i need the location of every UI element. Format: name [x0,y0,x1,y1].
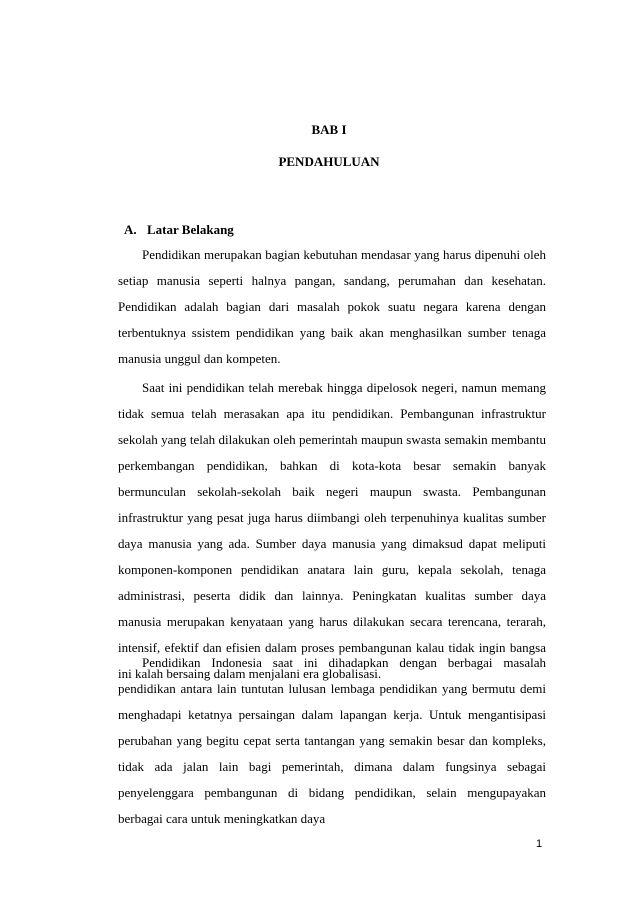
chapter-number: BAB I [311,122,347,137]
paragraph-3 [118,650,546,832]
section-title: Latar Belakang [147,222,234,237]
paragraph-text: Pendidikan merupakan bagian kebutuhan mendasar yang harus dipenuhi oleh setiap manusia seperti halnya pangan, sandang, perumahan dan kesehatan. Pendidikan adalah bagian dari masalah pokok suatu negara karena dengan terbentuknya ssistem pendidikan yang baik akan menghasilkan sumber tenaga manusia unggul dan kompeten. [118,247,546,366]
paragraph-1 [118,242,546,372]
paragraph-text: Saat ini pendidikan telah merebak hingga dipelosok negeri, namun memang tidak semua telah merasakan apa itu pendidikan. Pembangunan infrastruktur sekolah yang telah dilakukan oleh pemerintah maupun swasta semakin membantu perkembangan pendidikan, bahkan di kota-kota besar semakin banyak bermunculan sekolah-sekolah baik negeri maupun swasta. Pembangunan infrastruktur yang pesat juga harus diimbangi oleh terpenuhinya kualitas sumber daya manusia yang ada. Sumber daya manusia yang dimaksud dapat meliputi komponen-komponen pendidikan anatara lain guru, kepala sekolah, tenaga administrasi, peserta didik dan lainnya. Peningkatan kualitas sumber daya manusia merupakan kenyataan yang harus dilakukan secara terencana, terarah, intensif, efektif dan efisien dalam proses pembangunan kalau tidak ingin bangsa ini kalah bersaing dalam menjalani era globalisasi. [118,380,546,681]
section-heading [124,222,234,238]
chapter-title: PENDAHULUAN [278,154,380,169]
section-number: A. [124,222,137,237]
paragraph-text: Pendidikan Indonesia saat ini dihadapkan dengan berbagai masalah pendidikan antara lain tuntutan lulusan lembaga pendidikan yang bermutu demi menghadapi ketatnya persaingan dalam lapangan kerja. Untuk mengantisipasi perubahan yang begitu cepat serta tantangan yang semakin besar dan kompleks, tidak ada jalan lain bagi pemerintah, dimana dalam fungsinya sebagai penyelenggara pembangunan di bidang pendidikan, selain mengupayakan berbagai cara untuk meningkatkan daya [118,655,546,826]
page-number: 1 [536,838,543,850]
paragraph-2 [118,375,546,687]
